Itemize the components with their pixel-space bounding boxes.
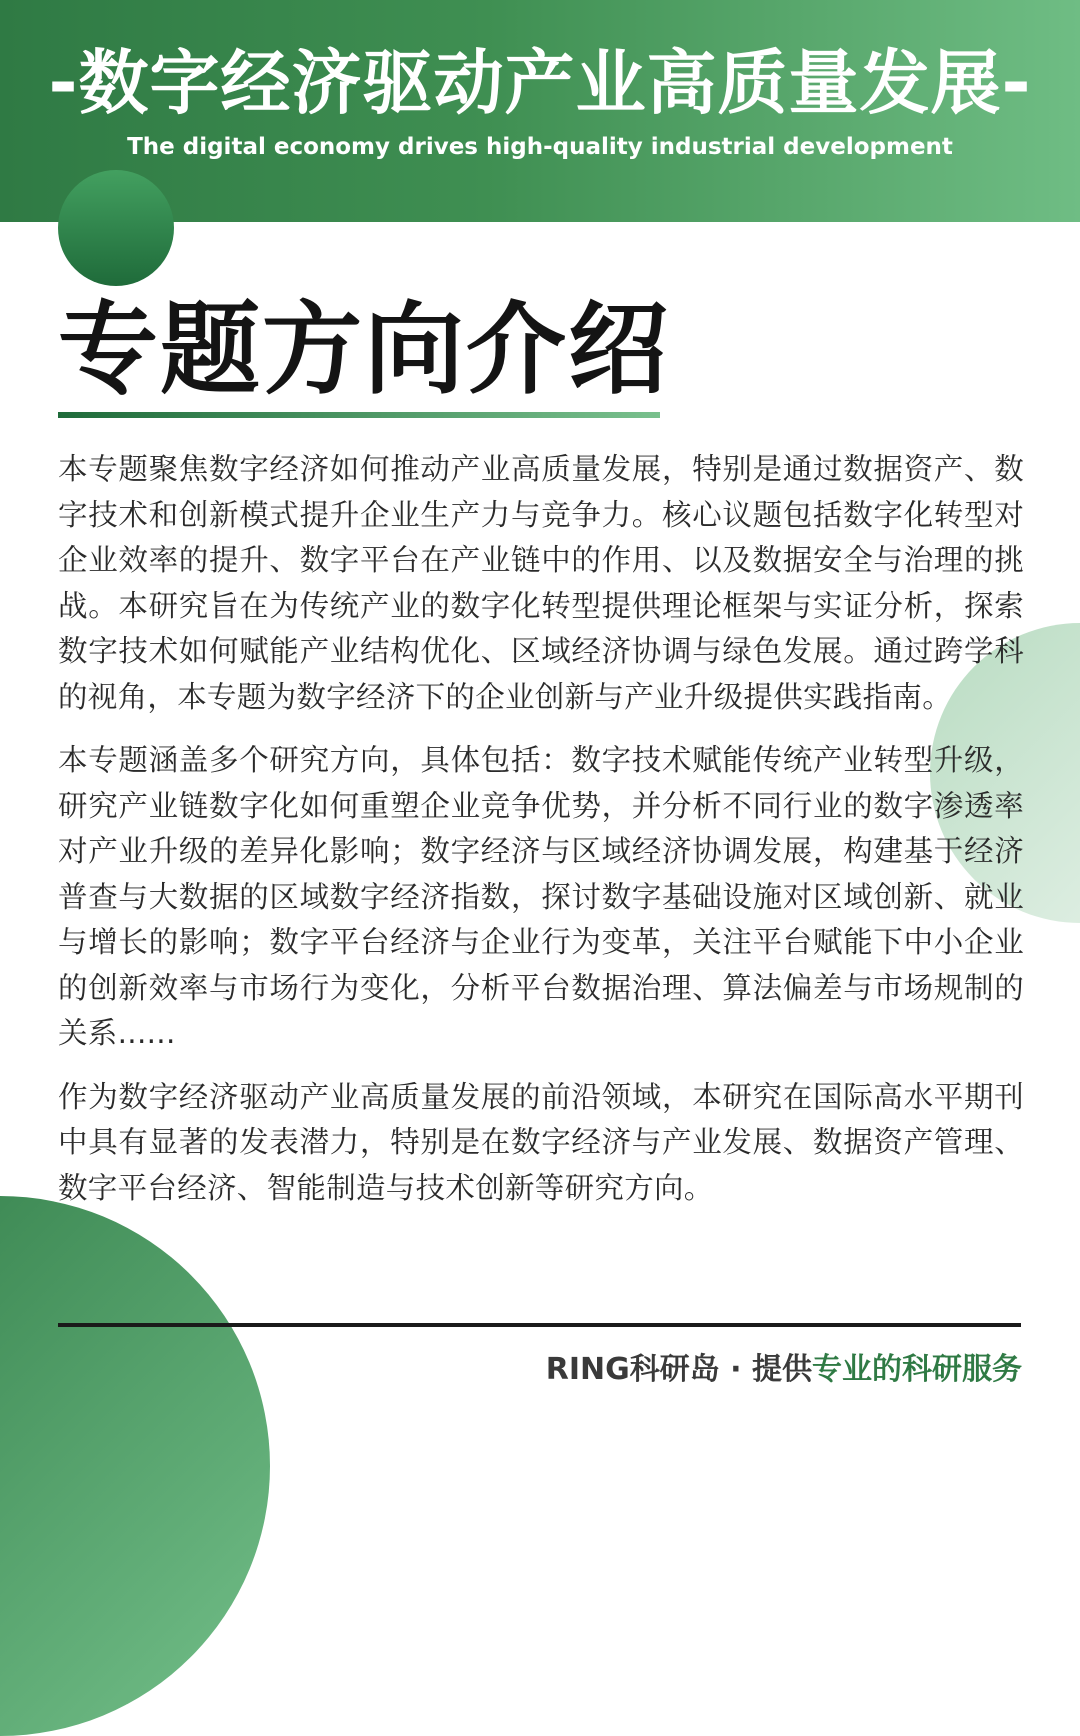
paragraph-potential: 作为数字经济驱动产业高质量发展的前沿领域，本研究在国际高水平期刊中具有显著的发表潜力，特别是在数字经济与产业发展、数据资产管理、数字平台经济、智能制造与技术创新等研究方向。: [58, 1079, 1024, 1205]
footer-divider: [58, 1323, 1021, 1327]
section-title: 专题方向介绍: [58, 291, 670, 408]
header-subtitle: The digital economy drives high-quality industrial development: [127, 134, 953, 160]
decorative-circle-bottom: [0, 1196, 270, 1736]
header-banner: [0, 0, 1080, 222]
footer-brand: RING科研岛 · 提供: [545, 1352, 812, 1387]
footer-tagline: [546, 1349, 1022, 1391]
section-title-underline: [58, 412, 660, 418]
decorative-circle-top: [58, 170, 174, 286]
header-title: -数字经济驱动产业高质量发展-: [48, 42, 1032, 124]
footer-slogan: 专业的科研服务: [812, 1352, 1022, 1387]
paragraph-directions: 本专题涵盖多个研究方向，具体包括：数字技术赋能传统产业转型升级，研究产业链数字化如何重塑企业竞争优势，并分析不同行业的数字渗透率对产业升级的差异化影响；数字经济与区域经济协调发展，构建基于经济普查与大数据的区域数字经济指数，探讨数字基础设施对区域创新、就业与增长的影响；数字平台经济与企业行为变革，关注平台赋能下中小企业的创新效率与市场行为变化，分析平台数据治理、算法偏差与市场规制的关系......: [58, 743, 1024, 1050]
body-content: [58, 447, 1024, 1229]
paragraph-intro: 本专题聚焦数字经济如何推动产业高质量发展，特别是通过数据资产、数字技术和创新模式提升企业生产力与竞争力。核心议题包括数字化转型对企业效率的提升、数字平台在产业链中的作用、以及数据安全与治理的挑战。本研究旨在为传统产业的数字化转型提供理论框架与实证分析，探索数字技术如何赋能产业结构优化、区域经济协调与绿色发展。通过跨学科的视角，本专题为数字经济下的企业创新与产业升级提供实践指南。: [58, 452, 1024, 714]
